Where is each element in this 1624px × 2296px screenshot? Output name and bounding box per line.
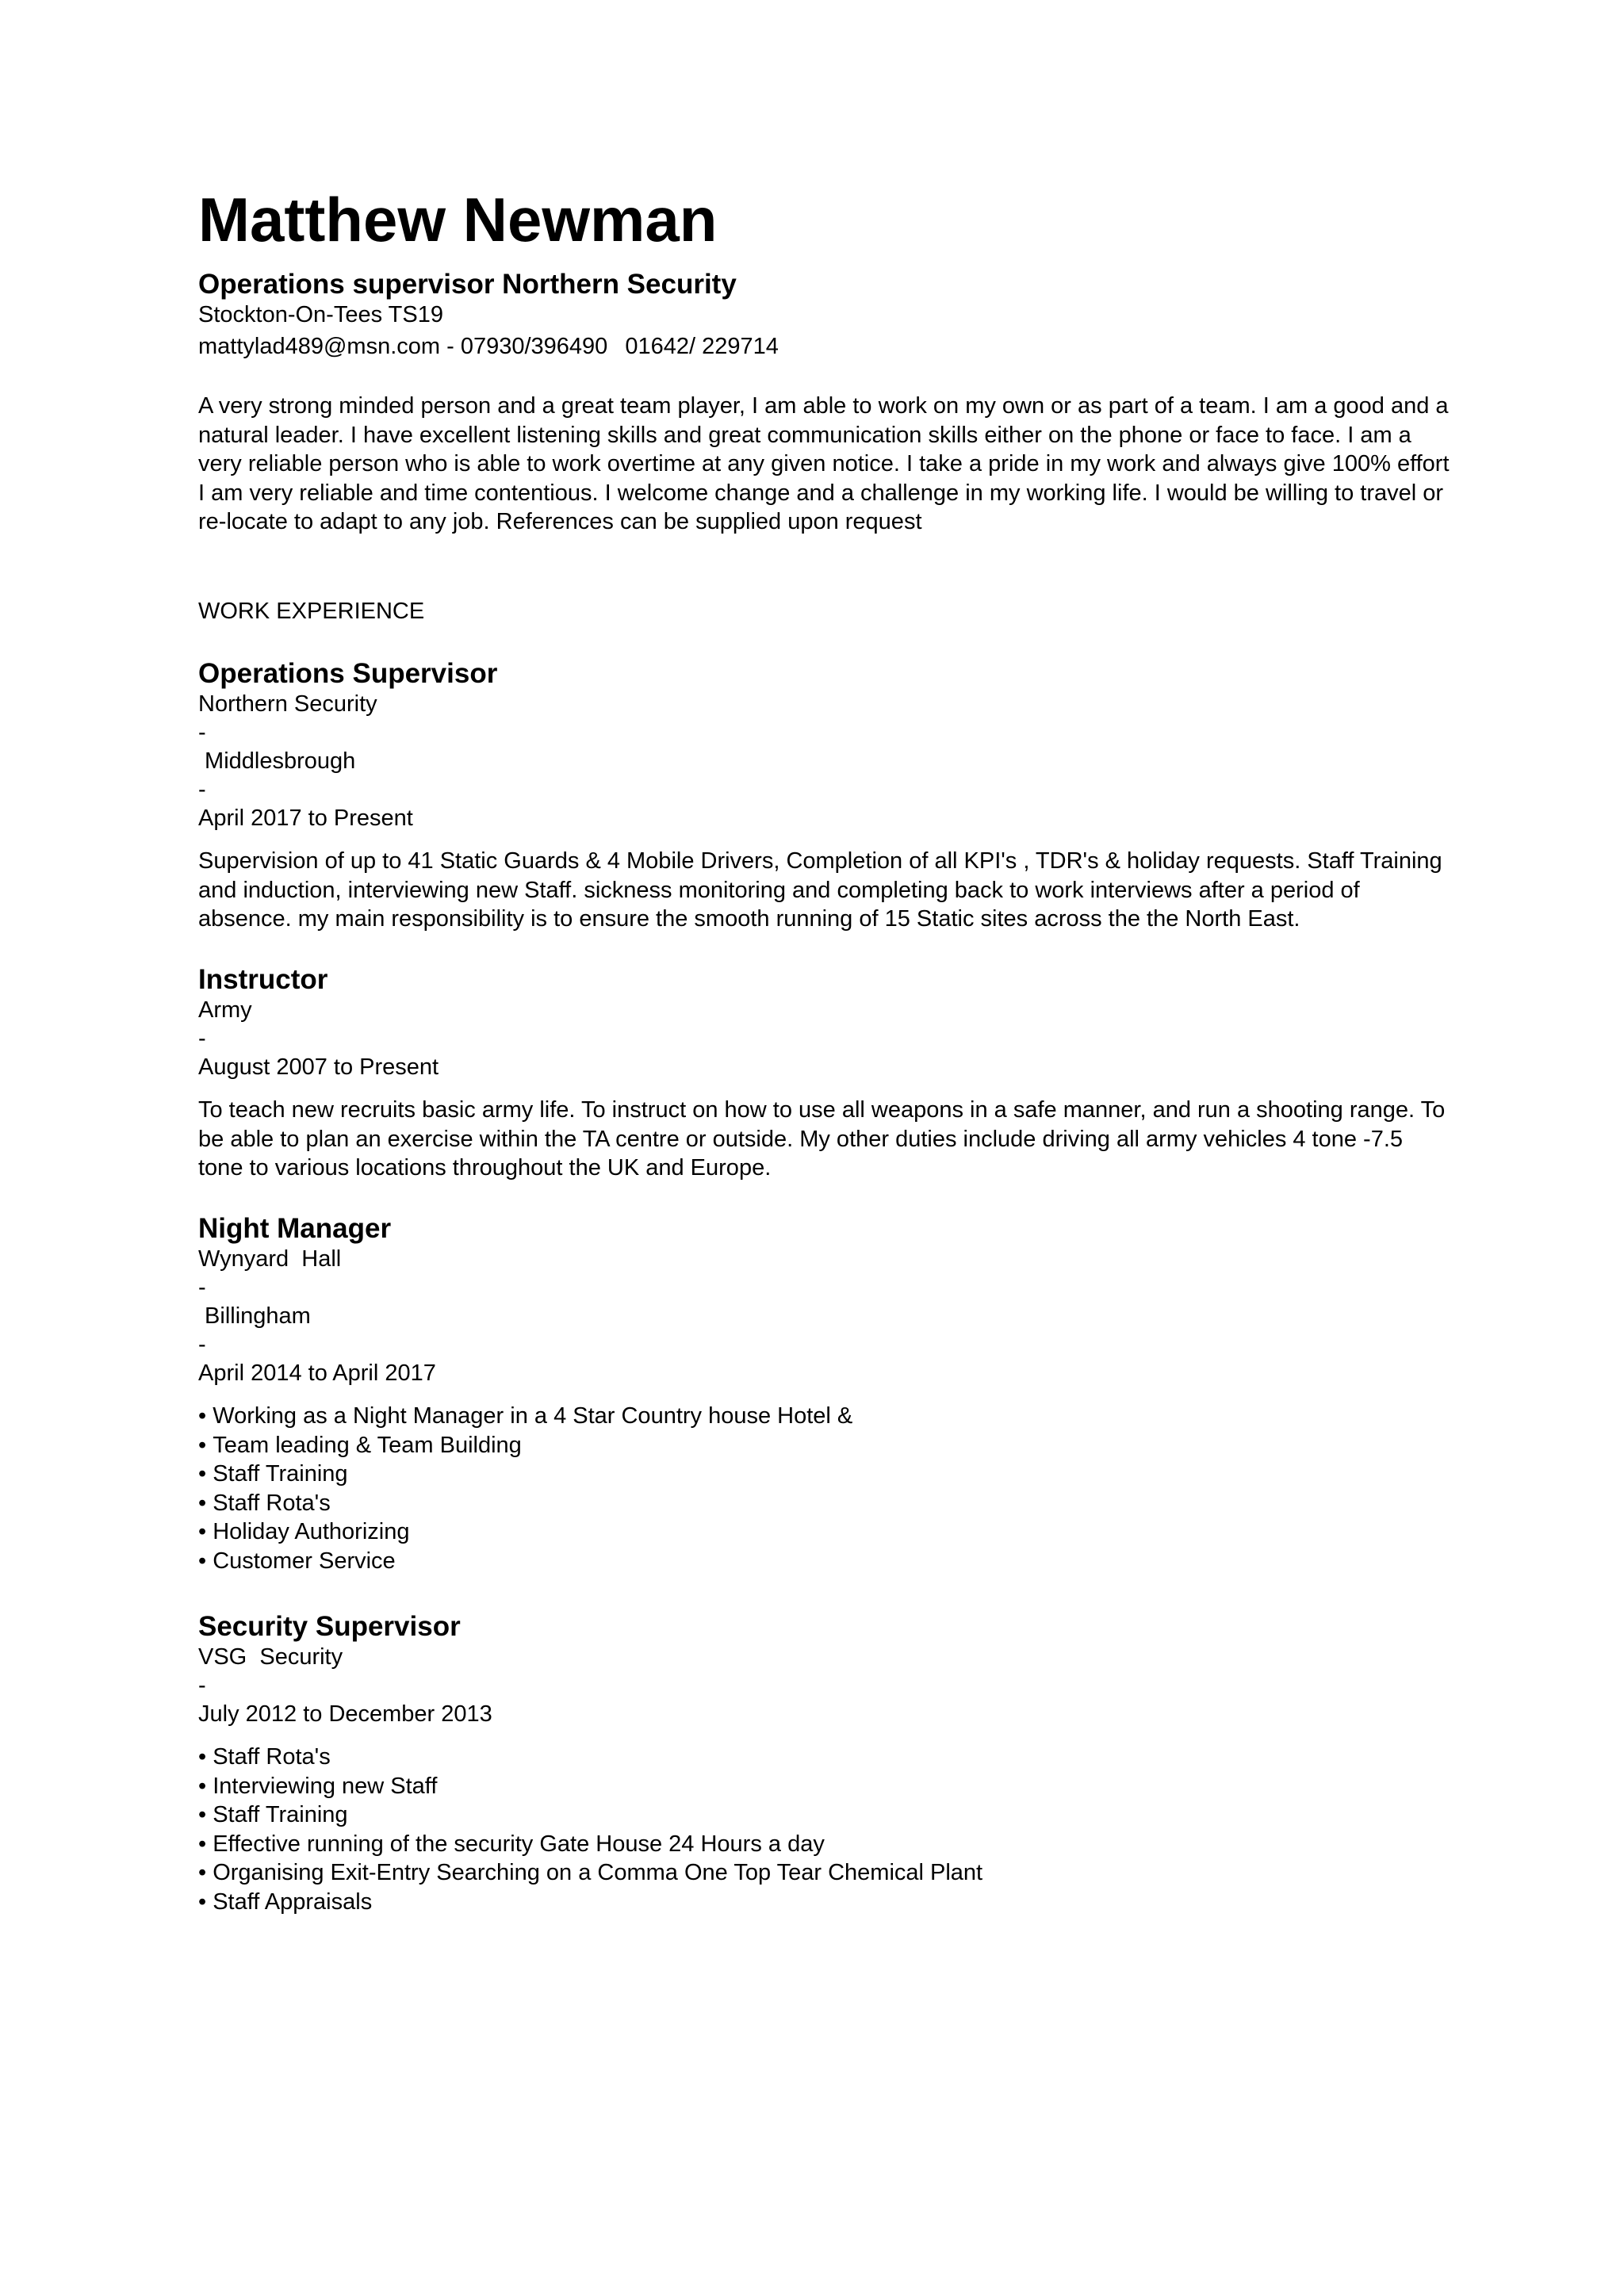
contact-line bbox=[198, 333, 779, 361]
job-employer: Wynyard Hall bbox=[198, 1246, 342, 1272]
list-item: • Staff Rota's bbox=[198, 1743, 1451, 1772]
job-separator: - bbox=[198, 1673, 206, 1698]
candidate-name: Matthew Newman bbox=[198, 185, 718, 254]
list-item: • Customer Service bbox=[198, 1547, 1451, 1576]
job-entry bbox=[198, 964, 1451, 1183]
list-item: • Staff Training bbox=[198, 1460, 1451, 1489]
list-item: • Working as a Night Manager in a 4 Star Country house Hotel & bbox=[198, 1402, 1451, 1431]
job-separator: - bbox=[198, 720, 206, 745]
list-item: • Holiday Authorizing bbox=[198, 1517, 1451, 1547]
contact-separator: - bbox=[440, 334, 461, 359]
list-item: • Staff Appraisals bbox=[198, 1888, 1451, 1917]
job-dates: August 2007 to Present bbox=[198, 1054, 439, 1080]
candidate-location: Stockton-On-Tees TS19 bbox=[198, 302, 443, 327]
candidate-headline: Operations supervisor Northern Security bbox=[198, 269, 737, 300]
job-entry bbox=[198, 1611, 1451, 1916]
list-item: • Effective running of the security Gate House 24 Hours a day bbox=[198, 1830, 1451, 1859]
job-entry bbox=[198, 658, 1451, 934]
job-title: Instructor bbox=[198, 964, 328, 995]
job-bullet-list bbox=[198, 1743, 1451, 1916]
job-description: Supervision of up to 41 Static Guards & 4 Mobile Drivers, Completion of all KPI's , TDR's & holiday requests. Staff Training and induction, interviewing new Staff. sickness monitoring and completing back to work interviews after a period of absence. my main responsibility is to ensure the smooth running of 15 Static sites across the the North East. bbox=[198, 848, 1442, 932]
job-title: Night Manager bbox=[198, 1213, 392, 1244]
job-employer: VSG Security bbox=[198, 1644, 343, 1670]
work-experience-heading: WORK EXPERIENCE bbox=[198, 599, 425, 624]
job-entry bbox=[198, 1213, 1451, 1575]
job-location: Middlesbrough bbox=[198, 748, 356, 774]
job-dates: April 2017 to Present bbox=[198, 806, 413, 831]
phone-primary: 07930/396490 bbox=[460, 334, 608, 359]
job-description: To teach new recruits basic army life. To instruct on how to use all weapons in a safe manner, and run a shooting range. To be able to plan an exercise within the TA centre or outside. My other duties include driving all army vehicles 4 tone -7.5 tone to various locations throughout the UK and Europe. bbox=[198, 1097, 1446, 1181]
email-link[interactable]: mattylad489@msn.com bbox=[198, 334, 441, 359]
job-title: Security Supervisor bbox=[198, 1611, 461, 1642]
list-item: • Team leading & Team Building bbox=[198, 1431, 1451, 1460]
job-dates: July 2012 to December 2013 bbox=[198, 1701, 492, 1727]
job-bullet-list bbox=[198, 1402, 1451, 1575]
job-employer: Northern Security bbox=[198, 691, 377, 717]
list-item: • Staff Training bbox=[198, 1800, 1451, 1830]
list-item: • Staff Rota's bbox=[198, 1489, 1451, 1518]
list-item: • Interviewing new Staff bbox=[198, 1772, 1451, 1801]
job-dates: April 2014 to April 2017 bbox=[198, 1360, 436, 1386]
job-employer: Army bbox=[198, 997, 252, 1023]
job-separator: - bbox=[198, 777, 206, 802]
job-separator: - bbox=[198, 1026, 206, 1051]
job-title: Operations Supervisor bbox=[198, 658, 498, 689]
job-location: Billingham bbox=[198, 1303, 311, 1329]
job-separator: - bbox=[198, 1275, 206, 1300]
phone-secondary: 01642/ 229714 bbox=[625, 334, 779, 359]
profile-summary: A very strong minded person and a great team player, I am able to work on my own or as part of a team. I am a good and a natural leader. I have excellent listening skills and great communication skills either on the phone or face to face. I am a very reliable person who is able to work overtime at any given notice. I take a pride in my work and always give 100% effort I am very reliable and time contentious. I welcome change and a challenge in my working life. I would be willing to travel or re-locate to adapt to any job. References can be supplied upon request bbox=[198, 393, 1450, 534]
list-item: • Organising Exit-Entry Searching on a Comma One Top Tear Chemical Plant bbox=[198, 1858, 1451, 1888]
job-separator: - bbox=[198, 1332, 206, 1357]
